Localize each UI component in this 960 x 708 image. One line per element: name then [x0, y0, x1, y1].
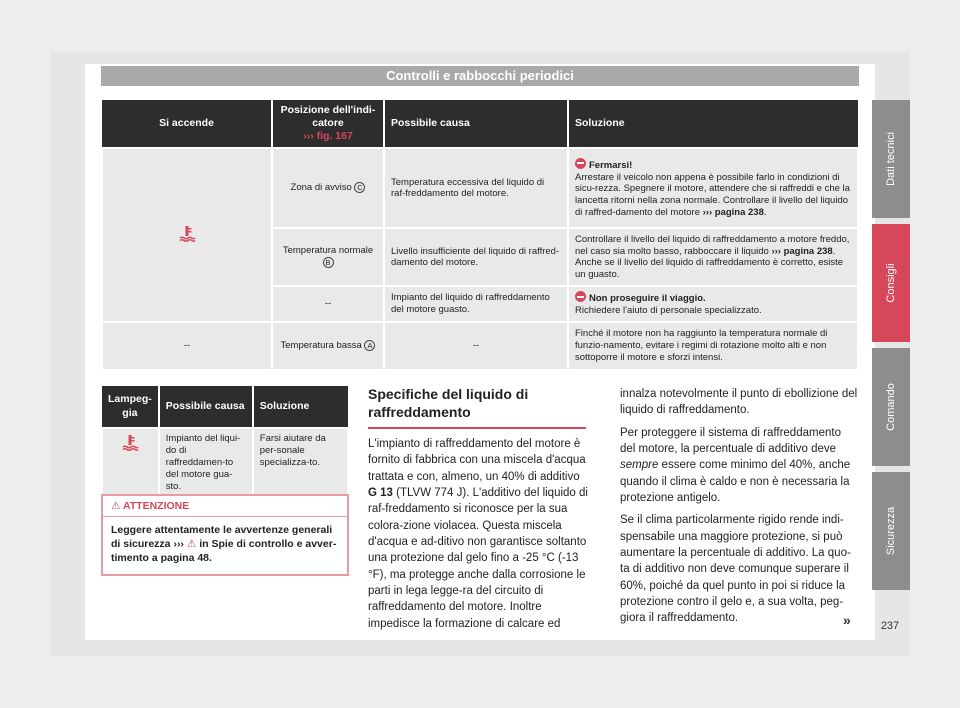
- paragraph: Se il clima particolarmente rigido rende indi-spensabile una maggiore protezione, si può aumentare la percentuale di additivo. La quo-ta di additivo non deve comunque superare il 60%, poiché da quel punto in poi si riduce la protezione contro il gelo e, a sua volta, peg-giora il raffreddamento.: [620, 514, 851, 625]
- warning-triangle-icon: ⚠: [186, 538, 197, 551]
- tab-label: Sicurezza: [885, 506, 897, 556]
- paragraph: [368, 436, 590, 632]
- table-row: [102, 428, 348, 497]
- col-header-cause: Possibile causa: [384, 100, 568, 148]
- paragraph-text: L'impianto di raffreddamento del motore è fornito di fabbrica con una miscela d'acqua trattata e con, almeno, un 40% di additivo: [368, 438, 586, 483]
- cause-cell: Livello insufficiente del liquido di raffred-damento del motore.: [384, 228, 568, 286]
- continue-mark: »: [843, 612, 851, 628]
- cause-cell: --: [384, 322, 568, 370]
- position-cell: [272, 228, 384, 286]
- warning-title-text: ATTENZIONE: [122, 500, 190, 512]
- position-cell: --: [272, 286, 384, 322]
- page-reference-link[interactable]: ››› pagina 238: [702, 207, 764, 219]
- tab-consigli[interactable]: [872, 224, 910, 342]
- solution-end: .: [832, 245, 836, 257]
- page-reference-link[interactable]: ››› pagina 238: [771, 245, 833, 257]
- position-label: Temperatura normale: [282, 245, 374, 257]
- marker-a: A: [364, 340, 375, 351]
- flashing-table: [101, 386, 349, 498]
- solution-text-2: Anche se il livello del liquido di raffreddamento è corretto, esiste un guasto.: [575, 257, 844, 281]
- solution-end: .: [763, 207, 767, 219]
- position-cell: [272, 148, 384, 228]
- tab-label: Consigli: [885, 263, 897, 303]
- section-title: Specifiche del liquido di raffreddamento: [368, 386, 586, 429]
- col-header-lamp: Si accende: [102, 100, 272, 148]
- warning-text: [103, 517, 347, 566]
- paragraph-text: (TLVW 774 J). L'additivo del liquido di raf-freddamento si riconosce per la sua colora-zione violacea. Questa miscela d'acqua e ad-ditivo non garantisce soltanto una protezione dal gelo fino a -25 °C (-13 °F), ma protegge anche dalla corrosione le parti in lega legge-ra del circuito di raffreddamento del motore. Inoltre impedisce la formazione di calcare ed: [368, 486, 588, 630]
- solution-text: Arrestare il veicolo non appena è possibile farlo in condizioni di sicu-rezza. Spegnere il motore, attendere che si raffreddi e che la lancetta ritorni nella zona normale. Controllare il livello del liquido di raffred-damento del motore: [575, 171, 850, 219]
- warning-title: [103, 496, 347, 517]
- emphasis: sempre: [620, 459, 659, 472]
- paragraph-text: Per proteggere il sistema di raffreddamento del motore, la percentuale di additivo deve: [620, 426, 841, 455]
- lamp-cell: [102, 148, 272, 322]
- stop-icon: [575, 291, 586, 302]
- col-header-flashing: Lampeg-gia: [102, 386, 159, 428]
- solution-text: Controllare il livello del liquido di raffreddamento a motore freddo, nel caso sia molto basso, rabboccare il liquido: [575, 233, 850, 257]
- warning-triangle-icon: ⚠: [111, 500, 121, 512]
- stop-icon: [575, 158, 586, 169]
- position-label: Zona di avviso: [290, 182, 352, 194]
- cause-cell: Impianto del liquido di raffreddamento del motore guasto.: [384, 286, 568, 322]
- position-cell: [272, 322, 384, 370]
- paragraph-text: essere come minimo del 40%, anche quando il clima è caldo e non è necessaria la protezione antigelo.: [620, 459, 851, 504]
- solution-cell: [568, 148, 858, 228]
- text-column-1: [368, 436, 590, 638]
- position-label: Temperatura bassa: [280, 340, 362, 352]
- solution-title: Non proseguire il viaggio.: [589, 293, 706, 305]
- indicator-table: [101, 100, 859, 371]
- tab-label: Dati tecnici: [885, 132, 897, 186]
- marker-c: C: [354, 182, 365, 193]
- page-number: 237: [880, 620, 900, 632]
- coolant-temperature-icon: [121, 433, 139, 451]
- col-header-solution: Soluzione: [568, 100, 858, 148]
- tab-dati-tecnici[interactable]: [872, 100, 910, 218]
- tab-label: Comando: [885, 383, 897, 431]
- page-content: [85, 64, 875, 640]
- col-header-position: [272, 100, 384, 148]
- lamp-cell: --: [102, 322, 272, 370]
- cause-cell: Impianto del liqui-do di raffreddamen-to del motore gua-sto.: [159, 428, 253, 497]
- solution-text: Richiedere l'aiuto di personale specializzato.: [575, 305, 762, 317]
- cause-cell: Temperatura eccessiva del liquido di raf-freddamento del motore.: [384, 148, 568, 228]
- warning-text-b[interactable]: in Spie di controllo e avver-timento a pagina 48.: [111, 538, 337, 565]
- solution-cell: [568, 228, 858, 286]
- text-column-2: [620, 386, 858, 633]
- solution-title: Fermarsi!: [589, 159, 633, 171]
- table-row: [102, 322, 858, 370]
- col-header-solution: Soluzione: [253, 386, 348, 428]
- additive-name: G 13: [368, 486, 393, 499]
- warning-box: [101, 494, 349, 576]
- tab-sicurezza[interactable]: [872, 472, 910, 590]
- lamp-cell: [102, 428, 159, 497]
- solution-cell: Farsi aiutare da per-sonale specializza-to.: [253, 428, 348, 497]
- paragraph: innalza notevolmente il punto di ebollizione del liquido di raffreddamento.: [620, 388, 858, 417]
- table-row: [102, 148, 858, 228]
- coolant-temperature-icon: [178, 224, 196, 242]
- paragraph: [620, 425, 858, 507]
- col-header-position-label: Posizione dell'indi-catore: [280, 104, 376, 130]
- solution-cell: Finché il motore non ha raggiunto la temperatura normale di funzio-namento, evitare i regimi di rotazione molto alti e non sottoporre il motore e sforzi intensi.: [568, 322, 858, 370]
- page-header: Controlli e rabbocchi periodici: [101, 66, 859, 86]
- warning-text-a: Leggere attentamente le avvertenze generali di sicurezza ›››: [111, 524, 333, 551]
- col-header-cause: Possibile causa: [159, 386, 253, 428]
- figure-reference-link[interactable]: ››› fig. 167: [303, 130, 353, 143]
- marker-b: B: [323, 257, 334, 268]
- tab-comando[interactable]: [872, 348, 910, 466]
- solution-cell: [568, 286, 858, 322]
